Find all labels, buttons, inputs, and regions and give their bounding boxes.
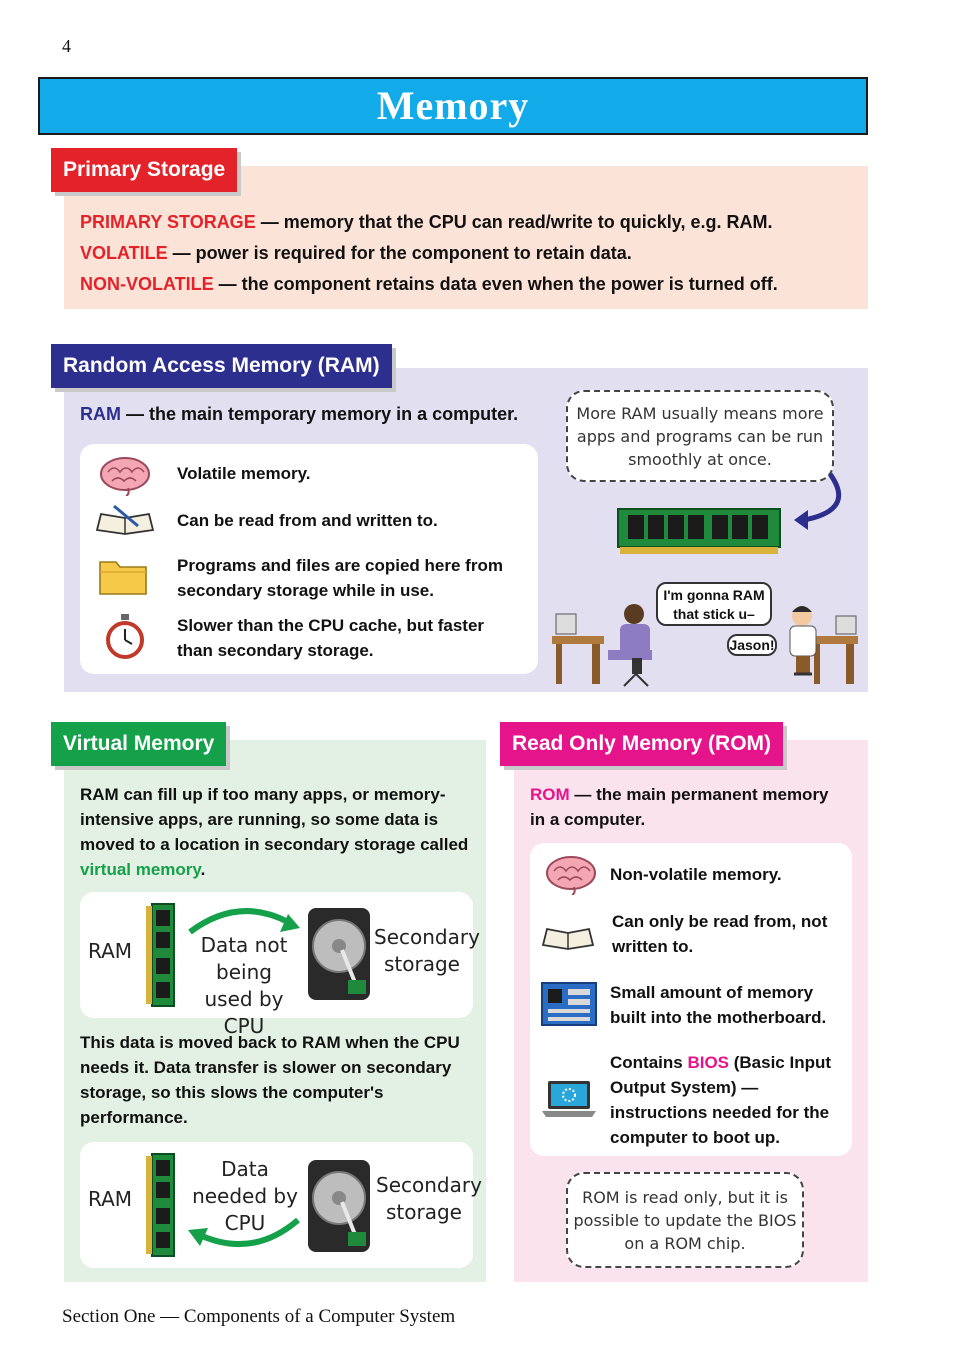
ram-feature-copied: Programs and files are copied here from secondary storage while in use. — [177, 556, 503, 600]
cartoon-reply-bubble: Jason! — [727, 634, 777, 656]
diagram-storage-label: Secondary storage — [374, 925, 480, 976]
diagram-arrow-label: Data needed by CPU — [192, 1157, 298, 1235]
bios-text-b: (Basic Input Output System) — instructions needed for the computer to boot up. — [610, 1053, 832, 1147]
definition-term: VOLATILE — [80, 243, 168, 263]
diagram-arrow-label: Data not being used by CPU — [200, 933, 288, 1038]
folder-icon — [98, 554, 148, 596]
definition-text: — the main permanent memory in a computer. — [530, 785, 829, 829]
bios-term: BIOS — [687, 1053, 730, 1072]
book-pen-icon — [94, 502, 156, 538]
virtual-memory-term: virtual memory — [80, 860, 201, 879]
primary-definitions — [80, 207, 778, 300]
definition-text: — power is required for the component to retain data. — [167, 243, 632, 263]
diagram-storage-label: Secondary storage — [376, 1173, 482, 1224]
definition-line — [80, 207, 778, 238]
bios-text-a: Contains — [610, 1053, 688, 1072]
hard-drive-icon — [306, 906, 372, 1002]
rom-feature-read-only: Can only be read from, not written to. — [612, 912, 828, 956]
virtual-memory-explanation: This data is moved back to RAM when the CPU needs it. Data transfer is slower on secondary storage, so this slows the computer's performance. — [80, 1033, 460, 1127]
page-title-bar — [38, 77, 868, 135]
ram-definition — [80, 404, 518, 425]
curved-arrow-icon — [786, 470, 856, 532]
intro-end: . — [200, 860, 206, 879]
intro-text: RAM can fill up if too many apps, or memory-intensive apps, are running, so some data is moved to a location in secondary storage called — [80, 785, 469, 854]
page-number: 4 — [62, 36, 71, 56]
ram-heading: Random Access Memory (RAM) — [51, 344, 392, 388]
ram-feature-speed: Slower than the CPU cache, but faster than secondary storage. — [177, 616, 485, 660]
diagram-ram-label: RAM — [88, 939, 133, 963]
brain-icon — [544, 853, 598, 895]
motherboard-icon — [540, 981, 598, 1027]
hard-drive-icon — [306, 1158, 372, 1254]
rom-feature-motherboard: Small amount of memory built into the motherboard. — [610, 983, 827, 1027]
rom-definition — [530, 782, 830, 832]
diagram-storage-to-ram — [80, 1142, 482, 1268]
rom-feature-nonvolatile: Non-volatile memory. — [610, 865, 782, 884]
ram-features-card — [80, 444, 538, 674]
book-icon — [540, 923, 596, 951]
definition-line — [80, 269, 778, 300]
definition-text: — the component retains data even when the power is turned off. — [213, 274, 778, 294]
definition-term: NON-VOLATILE — [80, 274, 214, 294]
definition-text: — memory that the CPU can read/write to quickly, e.g. RAM. — [255, 212, 773, 232]
rom-feature-bios — [610, 1050, 850, 1150]
rom-tip-bubble: ROM is read only, but it is possible to update the BIOS on a ROM chip. — [566, 1172, 804, 1268]
rom-features-card — [530, 843, 852, 1156]
diagram-ram-to-storage — [80, 892, 480, 1038]
ram-stick-icon — [616, 505, 782, 557]
virtual-memory-intro — [80, 782, 480, 882]
virtual-memory-heading: Virtual Memory — [51, 722, 226, 766]
ram-feature-read-write: Can be read from and written to. — [177, 511, 438, 530]
definition-line — [80, 238, 778, 269]
arrow-right-icon — [184, 902, 304, 936]
brain-icon — [98, 454, 152, 496]
definition-term: ROM — [530, 785, 570, 804]
ram-feature-volatile: Volatile memory. — [177, 464, 311, 483]
page-title: Memory — [376, 83, 530, 128]
ram-module-icon — [144, 902, 180, 1008]
cartoon-speech-bubble: I'm gonna RAM that stick u– — [656, 582, 772, 626]
definition-text: — the main temporary memory in a computer. — [121, 404, 519, 424]
definition-term: RAM — [80, 404, 121, 424]
footer-section-label: Section One — Components of a Computer System — [62, 1306, 456, 1327]
arrow-left-icon — [184, 1214, 304, 1254]
diagram-ram-label: RAM — [88, 1187, 133, 1211]
definition-term: PRIMARY STORAGE — [80, 212, 256, 232]
stopwatch-icon — [104, 612, 146, 660]
rom-heading: Read Only Memory (ROM) — [500, 722, 783, 766]
primary-storage-heading: Primary Storage — [51, 148, 237, 192]
ram-module-icon — [144, 1152, 180, 1258]
ram-tip-bubble: More RAM usually means more apps and programs can be run smoothly at once. — [566, 390, 834, 482]
laptop-icon — [540, 1079, 598, 1119]
